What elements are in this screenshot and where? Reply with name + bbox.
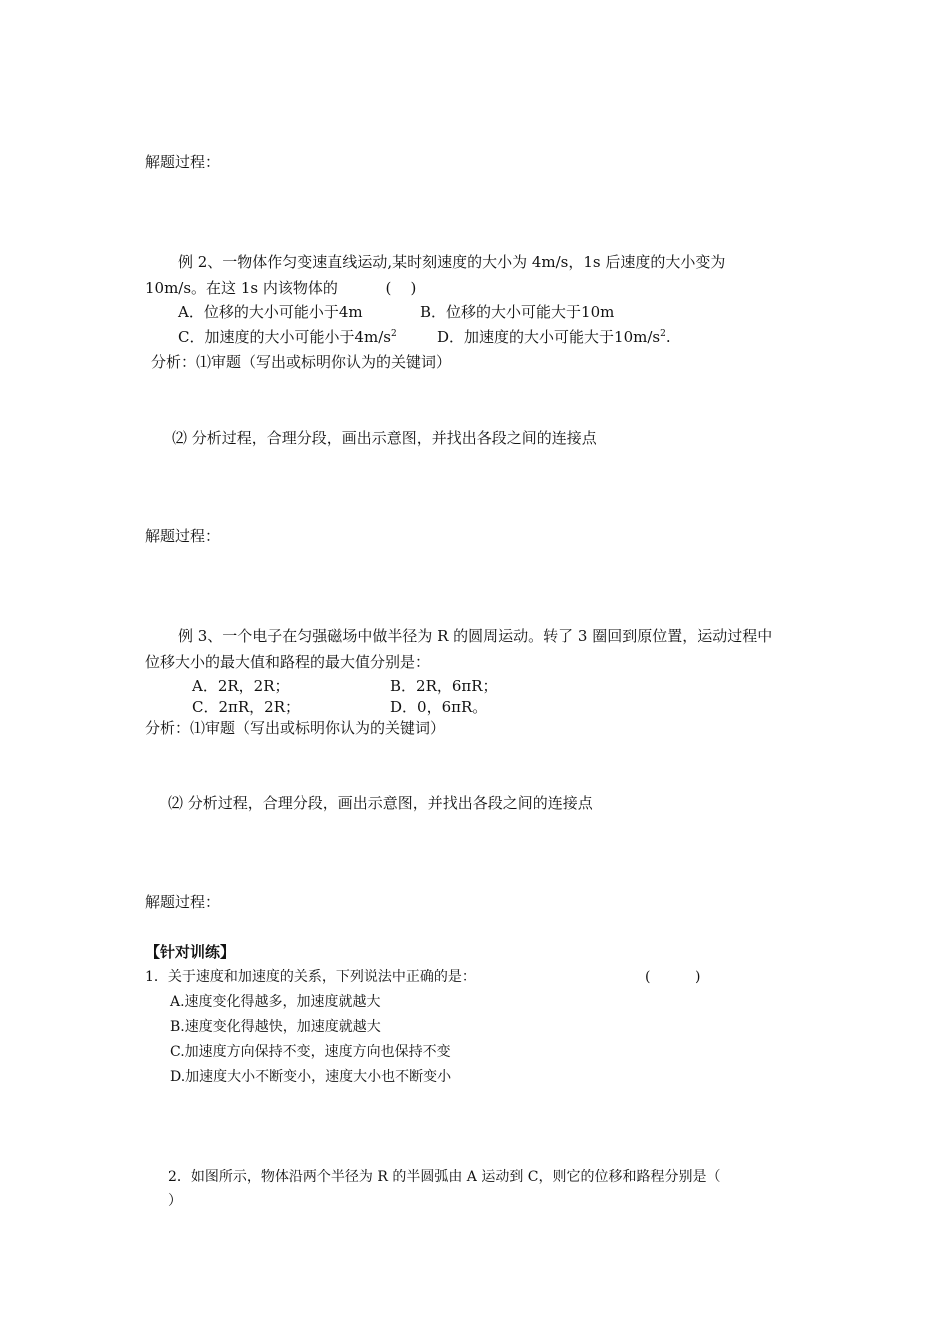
example-3-option-a: A．2R，2R； (192, 677, 290, 695)
example-2-analysis: 分析：⑴审题（写出或标明你认为的关键词） (151, 353, 452, 371)
question-1-option-c: C.加速度方向保持不变，速度方向也保持不变 (170, 1044, 451, 1060)
example-2-option-c (178, 327, 397, 347)
example-3-analysis: 分析：⑴审题（写出或标明你认为的关键词） (145, 719, 446, 737)
training-heading: 【针对训练】 (145, 943, 236, 961)
question-1-answer-paren: ( ) (645, 969, 701, 985)
question-1-option-d: D.加速度大小不断变小，速度大小也不断变小 (170, 1069, 452, 1085)
question-1-stem: 1．关于速度和加速度的关系，下列说法中正确的是： (145, 969, 476, 985)
solve-label-2: 解题过程： (145, 527, 221, 545)
example-3-option-c: C．2πR，2R； (192, 698, 301, 716)
example-2-option-d-sup: 2 (660, 329, 666, 339)
example-3-option-b: B．2R，6πR； (390, 677, 498, 695)
example-2-option-c-text: C．加速度的大小可能小于4m/s (178, 328, 391, 346)
question-2-line-1: 2．如图所示，物体沿两个半径为 R 的半圆弧由 A 运动到 C，则它的位移和路程分别是（ (168, 1169, 721, 1185)
example-2-line-2: 10m/s。在这 1s 内该物体的 ( ) (145, 279, 417, 297)
example-3-line-2: 位移大小的最大值和路程的最大值分别是： (145, 653, 431, 671)
question-2-line-2: ） (168, 1193, 182, 1209)
example-3-step-2: ⑵ 分析过程，合理分段，画出示意图，并找出各段之间的连接点 (168, 794, 593, 812)
example-2-option-c-sup: 2 (391, 329, 397, 339)
example-2-option-d-text: D．加速度的大小可能大于10m/s (437, 328, 661, 346)
solve-label-3: 解题过程： (145, 893, 221, 911)
solve-label-1: 解题过程： (145, 153, 221, 171)
example-3-option-d: D．0，6πR。 (390, 698, 488, 716)
example-2-line-1: 例 2、一物体作匀变速直线运动,某时刻速度的大小为 4m/s，1s 后速度的大小变为 (178, 253, 726, 271)
example-2-option-d-end: . (665, 328, 671, 346)
question-1-option-a: A.速度变化得越多，加速度就越大 (170, 994, 381, 1010)
example-2-option-a: A．位移的大小可能小于4m (178, 303, 363, 321)
question-1-option-b: B.速度变化得越快，加速度就越大 (170, 1019, 381, 1035)
example-2-option-b: B．位移的大小可能大于10m (420, 303, 615, 321)
example-3-line-1: 例 3、一个电子在匀强磁场中做半径为 R 的圆周运动。转了 3 圈回到原位置，运动过程中 (178, 627, 773, 645)
example-2-step-2: ⑵ 分析过程，合理分段，画出示意图，并找出各段之间的连接点 (172, 429, 597, 447)
example-2-option-d (437, 327, 671, 347)
